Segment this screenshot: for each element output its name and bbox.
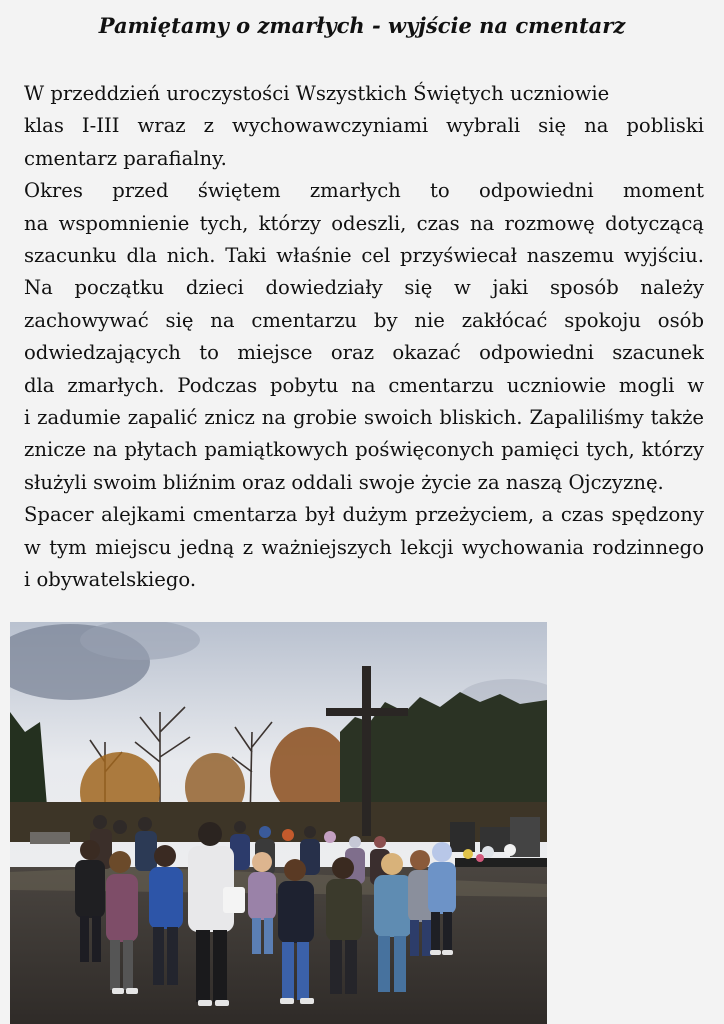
text-line: szacunku dla nich. Taki właśnie cel przyświecał naszemu wyjściu. <box>24 243 704 267</box>
text-line: klas I-III wraz z wychowawczyniami wybrali się na pobliski <box>24 114 704 138</box>
paragraph-1 <box>24 78 704 175</box>
text-line: Okres przed świętem zmarłych to odpowiedni moment <box>24 179 704 203</box>
text-line: i obywatelskiego. <box>24 567 197 591</box>
cemetery-group-photo <box>10 622 547 1024</box>
text-line: na wspomnienie tych, którzy odeszli, czas na rozmowę dotyczącą <box>24 211 704 235</box>
text-line: i zadumie zapalić znicz na grobie swoich bliskich. Zapaliliśmy także <box>24 405 704 429</box>
text-line: w tym miejscu jedną z ważniejszych lekcji wychowania rodzinnego <box>24 535 704 559</box>
page-title: Pamiętamy o zmarłych - wyjście na cmentarz <box>98 13 626 38</box>
text-line: zachowywać się na cmentarzu by nie zakłócać spokoju osób <box>24 308 704 332</box>
text-line: W przeddzień uroczystości Wszystkich Świętych uczniowie <box>24 82 610 105</box>
paragraph-3 <box>24 499 704 596</box>
text-line: cmentarz parafialny. <box>24 146 227 170</box>
paragraph-2 <box>24 175 704 499</box>
text-line: Spacer alejkami cmentarza był dużym przeżyciem, a czas spędzony <box>24 503 704 527</box>
text-line: dla zmarłych. Podczas pobytu na cmentarzu uczniowie mogli w <box>24 373 704 397</box>
article-body <box>24 78 704 596</box>
text-line: odwiedzających to miejsce oraz okazać odpowiedni szacunek <box>24 341 704 365</box>
text-line: znicze na płytach pamiątkowych poświęconych pamięci tych, którzy <box>24 438 704 462</box>
text-line: służyli swoim bliźnim oraz oddali swoje życie za naszą Ojczyznę. <box>24 470 664 494</box>
text-line: Na początku dzieci dowiedziały się w jaki sposób należy <box>24 276 704 300</box>
